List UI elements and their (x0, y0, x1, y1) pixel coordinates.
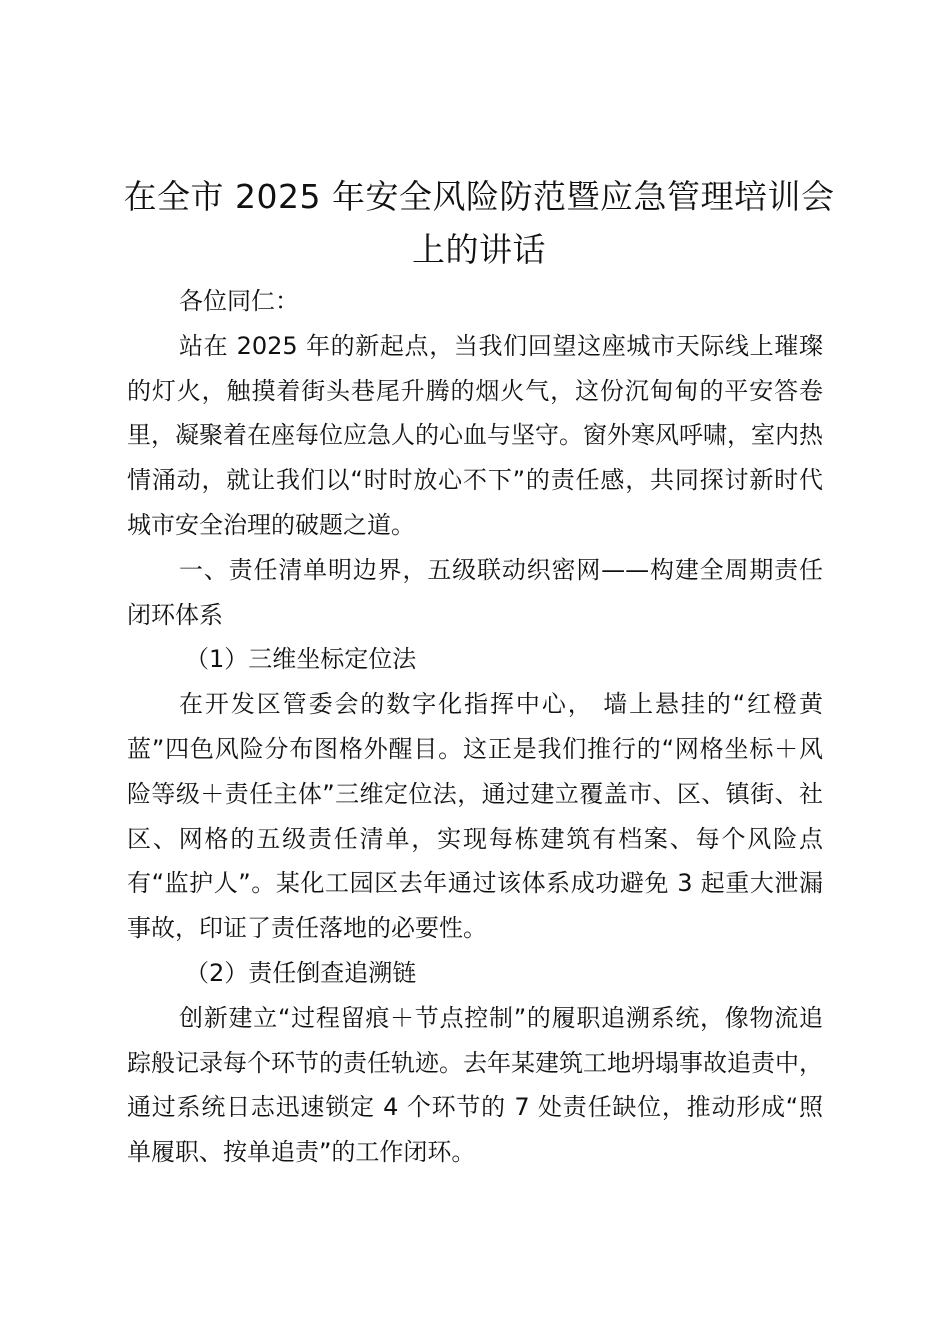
document-title: 在全市 2025 年安全风险防范暨应急管理培训会上的讲话 (123, 177, 835, 269)
section-heading-1: 一、责任清单明边界，五级联动织密网——构建全周期责任闭环体系 (127, 555, 823, 629)
document-body (127, 279, 823, 1175)
intro-paragraph: 站在 2025 年的新起点，当我们回望这座城市天际线上璀璨的灯火，触摸着街头巷尾升腾的烟火气，这份沉甸甸的平安答卷里，凝聚着在座每位应急人的心血与坚守。窗外寒风呼啸，室内热情涌动，就让我们以“时时放心不下”的责任感，共同探讨新时代城市安全治理的破题之道。 (127, 331, 823, 539)
subsection-body-2: 创新建立“过程留痕＋节点控制”的履职追溯系统，像物流追踪般记录每个环节的责任轨迹。去年某建筑工地坍塌事故追责中，通过系统日志迅速锁定 4 个环节的 7 处责任缺位，推动形成“照单履职、按单追责”的工作闭环。 (127, 1003, 823, 1167)
subsection-body-1: 在开发区管委会的数字化指挥中心， 墙上悬挂的“红橙黄蓝”四色风险分布图格外醒目。这正是我们推行的“网格坐标＋风险等级＋责任主体”三维定位法，通过建立覆盖市、区、镇街、社区、网格的五级责任清单，实现每栋建筑有档案、每个风险点有“监护人”。某化工园区去年通过该体系成功避免 3 起重大泄漏事故，印证了责任落地的必要性。 (127, 690, 823, 943)
subsection-heading-2: （2）责任倒查追溯链 (185, 958, 417, 987)
salutation: 各位同仁： (179, 287, 299, 315)
subsection-heading-1: （1）三维坐标定位法 (185, 645, 417, 674)
